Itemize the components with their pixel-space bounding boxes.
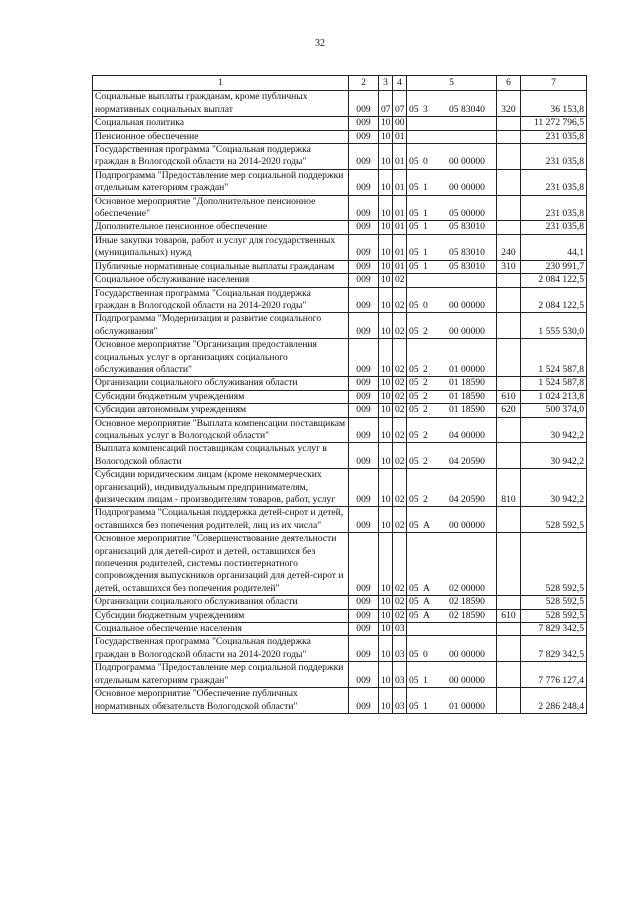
col-expense-type: 610 bbox=[497, 390, 521, 403]
csr-subprogram: 1 bbox=[423, 182, 428, 194]
col-target-article bbox=[407, 221, 497, 234]
row-name: Выплата компенсаций поставщикам социальных услуг в Вологодской области bbox=[93, 443, 349, 469]
row-name: Основное мероприятие "Дополнительное пенсионное обеспечение" bbox=[93, 195, 349, 221]
table-row bbox=[93, 404, 587, 417]
col-expense-type bbox=[497, 662, 521, 688]
csr-code: 00 00000 bbox=[449, 299, 485, 311]
col-subsection-code: 01 bbox=[393, 169, 407, 195]
csr-program: 05 bbox=[409, 404, 419, 416]
table-body bbox=[93, 91, 587, 714]
row-name: Социальная политика bbox=[93, 117, 349, 130]
col-amount: 528 592,5 bbox=[521, 533, 587, 596]
col-target-article bbox=[407, 390, 497, 403]
csr-program: 05 bbox=[409, 494, 419, 505]
col-subsection-code: 02 bbox=[393, 339, 407, 377]
row-name: Государственная программа "Социальная поддержка граждан в Вологодской области на 2014-2020 годы" bbox=[93, 144, 349, 170]
csr-subprogram: А bbox=[423, 596, 430, 608]
csr-program: 05 bbox=[409, 325, 419, 337]
col-subsection-code: 02 bbox=[393, 609, 407, 622]
csr-subprogram: А bbox=[423, 609, 430, 621]
col-subsection-code: 07 bbox=[393, 91, 407, 117]
col-admin-code: 009 bbox=[349, 339, 379, 377]
header-cell: 2 bbox=[349, 76, 379, 91]
col-subsection-code: 02 bbox=[393, 533, 407, 596]
col-section-code: 10 bbox=[379, 287, 393, 313]
table-row bbox=[93, 221, 587, 234]
row-name: Организации социального обслуживания области bbox=[93, 377, 349, 390]
row-name: Публичные нормативные социальные выплаты гражданам bbox=[93, 260, 349, 273]
col-subsection-code: 02 bbox=[393, 274, 407, 287]
col-section-code: 10 bbox=[379, 443, 393, 469]
header-cell: 5 bbox=[407, 76, 497, 91]
header-row bbox=[93, 76, 587, 91]
col-expense-type bbox=[497, 533, 521, 596]
csr-code: 02 18590 bbox=[449, 596, 485, 608]
col-amount: 500 374,0 bbox=[521, 404, 587, 417]
csr-code: 00 00000 bbox=[449, 182, 485, 194]
col-expense-type bbox=[497, 443, 521, 469]
col-admin-code: 009 bbox=[349, 390, 379, 403]
col-expense-type: 240 bbox=[497, 234, 521, 260]
col-expense-type bbox=[497, 507, 521, 533]
csr-program: 05 bbox=[409, 390, 419, 402]
col-admin-code: 009 bbox=[349, 469, 379, 507]
col-section-code: 10 bbox=[379, 339, 393, 377]
col-amount: 1 524 587,8 bbox=[521, 377, 587, 390]
col-subsection-code: 02 bbox=[393, 404, 407, 417]
row-name: Основное мероприятие "Обеспечение публичных нормативных обязательств Вологодской области" bbox=[93, 688, 349, 714]
table-row bbox=[93, 313, 587, 339]
csr-subprogram: А bbox=[423, 582, 430, 594]
row-name: Подпрограмма "Социальная поддержка детей-сирот и детей, оставшихся без попечения родителей, лиц из их числа" bbox=[93, 507, 349, 533]
header-cell: 4 bbox=[393, 76, 407, 91]
row-name: Социальное обслуживание населения bbox=[93, 274, 349, 287]
col-section-code: 10 bbox=[379, 195, 393, 221]
csr-program: 05 bbox=[409, 208, 419, 220]
col-target-article bbox=[407, 234, 497, 260]
col-target-article bbox=[407, 533, 497, 596]
col-amount: 231 035,8 bbox=[521, 130, 587, 143]
table-row bbox=[93, 469, 587, 507]
csr-subprogram: 1 bbox=[423, 208, 428, 220]
csr-code: 05 83010 bbox=[449, 221, 485, 233]
col-section-code: 10 bbox=[379, 144, 393, 170]
csr-code: 04 00000 bbox=[449, 429, 485, 441]
csr-program: 05 bbox=[409, 519, 419, 531]
table-row bbox=[93, 688, 587, 714]
row-name: Подпрограмма "Предоставление мер социальной поддержки отдельным категориям граждан" bbox=[93, 662, 349, 688]
budget-table bbox=[92, 75, 587, 714]
col-section-code: 10 bbox=[379, 390, 393, 403]
col-target-article bbox=[407, 404, 497, 417]
col-subsection-code: 01 bbox=[393, 260, 407, 273]
col-subsection-code: 02 bbox=[393, 313, 407, 339]
row-name: Социальное обеспечение населения bbox=[93, 623, 349, 636]
table-row bbox=[93, 636, 587, 662]
col-target-article bbox=[407, 596, 497, 609]
col-subsection-code: 01 bbox=[393, 144, 407, 170]
col-target-article bbox=[407, 91, 497, 117]
csr-program: 05 bbox=[409, 363, 419, 375]
csr-program: 05 bbox=[409, 609, 419, 621]
csr-code: 05 83010 bbox=[449, 247, 485, 259]
col-target-article bbox=[407, 443, 497, 469]
row-name: Социальные выплаты гражданам, кроме публичных нормативных социальных выплат bbox=[93, 91, 349, 117]
col-amount: 2 084 122,5 bbox=[521, 274, 587, 287]
csr-subprogram: 2 bbox=[423, 494, 428, 505]
header-cell: 6 bbox=[497, 76, 521, 91]
csr-code: 02 00000 bbox=[449, 582, 485, 594]
table-row bbox=[93, 662, 587, 688]
col-admin-code: 009 bbox=[349, 313, 379, 339]
csr-program: 05 bbox=[409, 260, 419, 272]
col-section-code: 10 bbox=[379, 274, 393, 287]
col-amount: 36 153,8 bbox=[521, 91, 587, 117]
col-admin-code: 009 bbox=[349, 596, 379, 609]
col-subsection-code: 03 bbox=[393, 623, 407, 636]
col-target-article bbox=[407, 507, 497, 533]
col-admin-code: 009 bbox=[349, 117, 379, 130]
col-amount: 44,1 bbox=[521, 234, 587, 260]
col-subsection-code: 02 bbox=[393, 417, 407, 443]
col-section-code: 10 bbox=[379, 313, 393, 339]
csr-code: 00 00000 bbox=[449, 648, 485, 660]
col-target-article bbox=[407, 260, 497, 273]
col-expense-type bbox=[497, 117, 521, 130]
col-target-article bbox=[407, 144, 497, 170]
csr-code: 01 18590 bbox=[449, 404, 485, 416]
table-row bbox=[93, 390, 587, 403]
table-row bbox=[93, 130, 587, 143]
col-admin-code: 009 bbox=[349, 169, 379, 195]
col-section-code: 07 bbox=[379, 91, 393, 117]
col-amount: 231 035,8 bbox=[521, 144, 587, 170]
table-row bbox=[93, 609, 587, 622]
col-expense-type bbox=[497, 339, 521, 377]
csr-code: 00 00000 bbox=[449, 519, 485, 531]
col-subsection-code: 03 bbox=[393, 688, 407, 714]
csr-subprogram: 1 bbox=[423, 674, 428, 686]
csr-program: 05 bbox=[409, 221, 419, 233]
csr-subprogram: 2 bbox=[423, 363, 428, 375]
col-target-article bbox=[407, 609, 497, 622]
col-section-code: 10 bbox=[379, 623, 393, 636]
col-section-code: 10 bbox=[379, 596, 393, 609]
header-cell: 3 bbox=[379, 76, 393, 91]
csr-program: 05 bbox=[409, 103, 419, 115]
csr-subprogram: А bbox=[423, 519, 430, 531]
csr-program: 05 bbox=[409, 674, 419, 686]
col-expense-type: 620 bbox=[497, 404, 521, 417]
col-expense-type: 310 bbox=[497, 260, 521, 273]
col-amount: 231 035,8 bbox=[521, 169, 587, 195]
col-amount: 528 592,5 bbox=[521, 507, 587, 533]
col-admin-code: 009 bbox=[349, 623, 379, 636]
col-section-code: 10 bbox=[379, 636, 393, 662]
page-number: 32 bbox=[315, 38, 325, 49]
col-section-code: 10 bbox=[379, 377, 393, 390]
col-admin-code: 009 bbox=[349, 417, 379, 443]
table-row bbox=[93, 339, 587, 377]
csr-subprogram: 1 bbox=[423, 221, 428, 233]
csr-subprogram: 2 bbox=[423, 377, 428, 389]
table-row bbox=[93, 287, 587, 313]
csr-subprogram: 0 bbox=[423, 648, 428, 660]
row-name: Подпрограмма "Предоставление мер социальной поддержки отдельным категориям граждан" bbox=[93, 169, 349, 195]
csr-subprogram: 2 bbox=[423, 390, 428, 402]
col-section-code: 10 bbox=[379, 117, 393, 130]
table-row bbox=[93, 507, 587, 533]
csr-program: 05 bbox=[409, 596, 419, 608]
csr-subprogram: 2 bbox=[423, 455, 428, 467]
col-target-article bbox=[407, 339, 497, 377]
col-admin-code: 009 bbox=[349, 636, 379, 662]
col-amount: 2 084 122,5 bbox=[521, 287, 587, 313]
col-subsection-code: 02 bbox=[393, 596, 407, 609]
col-section-code: 10 bbox=[379, 169, 393, 195]
csr-subprogram: 2 bbox=[423, 404, 428, 416]
table-row bbox=[93, 169, 587, 195]
col-section-code: 10 bbox=[379, 533, 393, 596]
csr-subprogram: 2 bbox=[423, 325, 428, 337]
row-name: Пенсионное обеспечение bbox=[93, 130, 349, 143]
col-admin-code: 009 bbox=[349, 91, 379, 117]
col-expense-type bbox=[497, 623, 521, 636]
row-name: Основное мероприятие "Выплата компенсации поставщикам социальных услуг в Вологодской области" bbox=[93, 417, 349, 443]
col-subsection-code: 01 bbox=[393, 221, 407, 234]
col-expense-type bbox=[497, 377, 521, 390]
col-admin-code: 009 bbox=[349, 507, 379, 533]
col-target-article bbox=[407, 417, 497, 443]
col-expense-type bbox=[497, 130, 521, 143]
csr-program: 05 bbox=[409, 299, 419, 311]
csr-subprogram: 1 bbox=[423, 260, 428, 272]
col-amount: 11 272 796,5 bbox=[521, 117, 587, 130]
csr-code: 05 00000 bbox=[449, 208, 485, 220]
col-amount: 30 942,2 bbox=[521, 469, 587, 507]
col-expense-type bbox=[497, 313, 521, 339]
col-expense-type bbox=[497, 287, 521, 313]
table-row bbox=[93, 274, 587, 287]
col-admin-code: 009 bbox=[349, 195, 379, 221]
col-amount: 7 829 342,5 bbox=[521, 636, 587, 662]
col-admin-code: 009 bbox=[349, 287, 379, 313]
col-expense-type bbox=[497, 195, 521, 221]
col-section-code: 10 bbox=[379, 234, 393, 260]
col-target-article bbox=[407, 688, 497, 714]
csr-code: 01 00000 bbox=[449, 363, 485, 375]
col-target-article bbox=[407, 274, 497, 287]
col-section-code: 10 bbox=[379, 507, 393, 533]
col-admin-code: 009 bbox=[349, 443, 379, 469]
table-row bbox=[93, 623, 587, 636]
row-name: Субсидии бюджетным учреждениям bbox=[93, 609, 349, 622]
col-section-code: 10 bbox=[379, 130, 393, 143]
col-amount: 2 286 248,4 bbox=[521, 688, 587, 714]
csr-subprogram: 3 bbox=[423, 103, 428, 115]
row-name: Основное мероприятие "Совершенствование деятельности организаций для детей-сирот и детей, оставшихся без попечения родителей, системы постинтернатного сопровождения выпускников организаций для детей-сирот и детей, оставшихся без попечения родителей" bbox=[93, 533, 349, 596]
csr-subprogram: 1 bbox=[423, 700, 428, 712]
table-row bbox=[93, 234, 587, 260]
col-subsection-code: 00 bbox=[393, 117, 407, 130]
col-target-article bbox=[407, 130, 497, 143]
col-target-article bbox=[407, 169, 497, 195]
col-target-article bbox=[407, 313, 497, 339]
csr-subprogram: 0 bbox=[423, 156, 428, 168]
csr-subprogram: 0 bbox=[423, 299, 428, 311]
csr-code: 05 83040 bbox=[449, 103, 485, 115]
table-row bbox=[93, 377, 587, 390]
col-section-code: 10 bbox=[379, 469, 393, 507]
col-expense-type: 320 bbox=[497, 91, 521, 117]
csr-program: 05 bbox=[409, 156, 419, 168]
table-row bbox=[93, 260, 587, 273]
col-amount: 231 035,8 bbox=[521, 221, 587, 234]
col-subsection-code: 02 bbox=[393, 377, 407, 390]
row-name: Иные закупки товаров, работ и услуг для государственных (муниципальных) нужд bbox=[93, 234, 349, 260]
col-amount: 7 829 342,5 bbox=[521, 623, 587, 636]
col-admin-code: 009 bbox=[349, 130, 379, 143]
col-admin-code: 009 bbox=[349, 377, 379, 390]
csr-program: 05 bbox=[409, 648, 419, 660]
col-amount: 30 942,2 bbox=[521, 417, 587, 443]
col-section-code: 10 bbox=[379, 609, 393, 622]
table-row bbox=[93, 443, 587, 469]
col-target-article bbox=[407, 623, 497, 636]
col-section-code: 10 bbox=[379, 417, 393, 443]
col-admin-code: 009 bbox=[349, 662, 379, 688]
col-subsection-code: 01 bbox=[393, 130, 407, 143]
table-row bbox=[93, 596, 587, 609]
col-section-code: 10 bbox=[379, 260, 393, 273]
col-subsection-code: 02 bbox=[393, 287, 407, 313]
row-name: Организации социального обслуживания области bbox=[93, 596, 349, 609]
col-admin-code: 009 bbox=[349, 609, 379, 622]
col-amount: 30 942,2 bbox=[521, 443, 587, 469]
csr-program: 05 bbox=[409, 582, 419, 594]
col-subsection-code: 02 bbox=[393, 390, 407, 403]
row-name: Подпрограмма "Модернизация и развитие социального обслуживания" bbox=[93, 313, 349, 339]
csr-code: 02 18590 bbox=[449, 609, 485, 621]
col-amount: 1 524 587,8 bbox=[521, 339, 587, 377]
col-subsection-code: 03 bbox=[393, 662, 407, 688]
table-row bbox=[93, 91, 587, 117]
table-row bbox=[93, 144, 587, 170]
col-target-article bbox=[407, 287, 497, 313]
col-admin-code: 009 bbox=[349, 533, 379, 596]
col-amount: 528 592,5 bbox=[521, 609, 587, 622]
csr-subprogram: 2 bbox=[423, 429, 428, 441]
col-expense-type: 810 bbox=[497, 469, 521, 507]
col-subsection-code: 01 bbox=[393, 195, 407, 221]
header-cell: 1 bbox=[93, 76, 349, 91]
col-section-code: 10 bbox=[379, 662, 393, 688]
row-name: Государственная программа "Социальная поддержка граждан в Вологодской области на 2014-2020 годы" bbox=[93, 287, 349, 313]
table-row bbox=[93, 417, 587, 443]
col-target-article bbox=[407, 117, 497, 130]
col-target-article bbox=[407, 469, 497, 507]
table-row bbox=[93, 195, 587, 221]
col-expense-type bbox=[497, 274, 521, 287]
col-admin-code: 009 bbox=[349, 260, 379, 273]
csr-code: 01 18590 bbox=[449, 390, 485, 402]
col-expense-type bbox=[497, 636, 521, 662]
row-name: Субсидии автономным учреждениям bbox=[93, 404, 349, 417]
col-expense-type bbox=[497, 221, 521, 234]
csr-code: 00 00000 bbox=[449, 674, 485, 686]
row-name: Дополнительное пенсионное обеспечение bbox=[93, 221, 349, 234]
table-row bbox=[93, 533, 587, 596]
csr-program: 05 bbox=[409, 455, 419, 467]
col-admin-code: 009 bbox=[349, 688, 379, 714]
csr-program: 05 bbox=[409, 247, 419, 259]
col-target-article bbox=[407, 377, 497, 390]
col-target-article bbox=[407, 195, 497, 221]
row-name: Субсидии бюджетным учреждениям bbox=[93, 390, 349, 403]
row-name: Основное мероприятие "Организация предоставления социальных услуг в организациях социального обслуживания области" bbox=[93, 339, 349, 377]
col-expense-type bbox=[497, 688, 521, 714]
col-amount: 528 592,5 bbox=[521, 596, 587, 609]
csr-code: 04 20590 bbox=[449, 455, 485, 467]
col-expense-type bbox=[497, 596, 521, 609]
csr-code: 01 18590 bbox=[449, 377, 485, 389]
col-amount: 7 776 127,4 bbox=[521, 662, 587, 688]
col-subsection-code: 02 bbox=[393, 469, 407, 507]
col-admin-code: 009 bbox=[349, 234, 379, 260]
csr-program: 05 bbox=[409, 700, 419, 712]
col-admin-code: 009 bbox=[349, 144, 379, 170]
csr-program: 05 bbox=[409, 377, 419, 389]
row-name: Субсидии юридическим лицам (кроме некоммерческих организаций), индивидуальным предпринимателям, физическим лицам - производителям товаров, работ, услуг bbox=[93, 469, 349, 507]
col-target-article bbox=[407, 662, 497, 688]
col-subsection-code: 02 bbox=[393, 443, 407, 469]
col-subsection-code: 02 bbox=[393, 507, 407, 533]
col-subsection-code: 01 bbox=[393, 234, 407, 260]
col-subsection-code: 03 bbox=[393, 636, 407, 662]
col-section-code: 10 bbox=[379, 221, 393, 234]
col-amount: 1 024 213,8 bbox=[521, 390, 587, 403]
col-section-code: 10 bbox=[379, 688, 393, 714]
col-amount: 1 555 530,0 bbox=[521, 313, 587, 339]
csr-code: 05 83010 bbox=[449, 260, 485, 272]
csr-subprogram: 1 bbox=[423, 247, 428, 259]
col-section-code: 10 bbox=[379, 404, 393, 417]
csr-code: 00 00000 bbox=[449, 325, 485, 337]
table-row bbox=[93, 117, 587, 130]
csr-program: 05 bbox=[409, 182, 419, 194]
col-admin-code: 009 bbox=[349, 274, 379, 287]
col-expense-type: 610 bbox=[497, 609, 521, 622]
col-target-article bbox=[407, 636, 497, 662]
header-cell: 7 bbox=[521, 76, 587, 91]
row-name: Государственная программа "Социальная поддержка граждан в Вологодской области на 2014-2020 годы" bbox=[93, 636, 349, 662]
col-amount: 230 991,7 bbox=[521, 260, 587, 273]
col-admin-code: 009 bbox=[349, 404, 379, 417]
col-expense-type bbox=[497, 169, 521, 195]
col-admin-code: 009 bbox=[349, 221, 379, 234]
csr-code: 04 20590 bbox=[449, 494, 485, 505]
col-amount: 231 035,8 bbox=[521, 195, 587, 221]
csr-code: 01 00000 bbox=[449, 700, 485, 712]
csr-code: 00 00000 bbox=[449, 156, 485, 168]
csr-program: 05 bbox=[409, 429, 419, 441]
col-expense-type bbox=[497, 417, 521, 443]
col-expense-type bbox=[497, 144, 521, 170]
